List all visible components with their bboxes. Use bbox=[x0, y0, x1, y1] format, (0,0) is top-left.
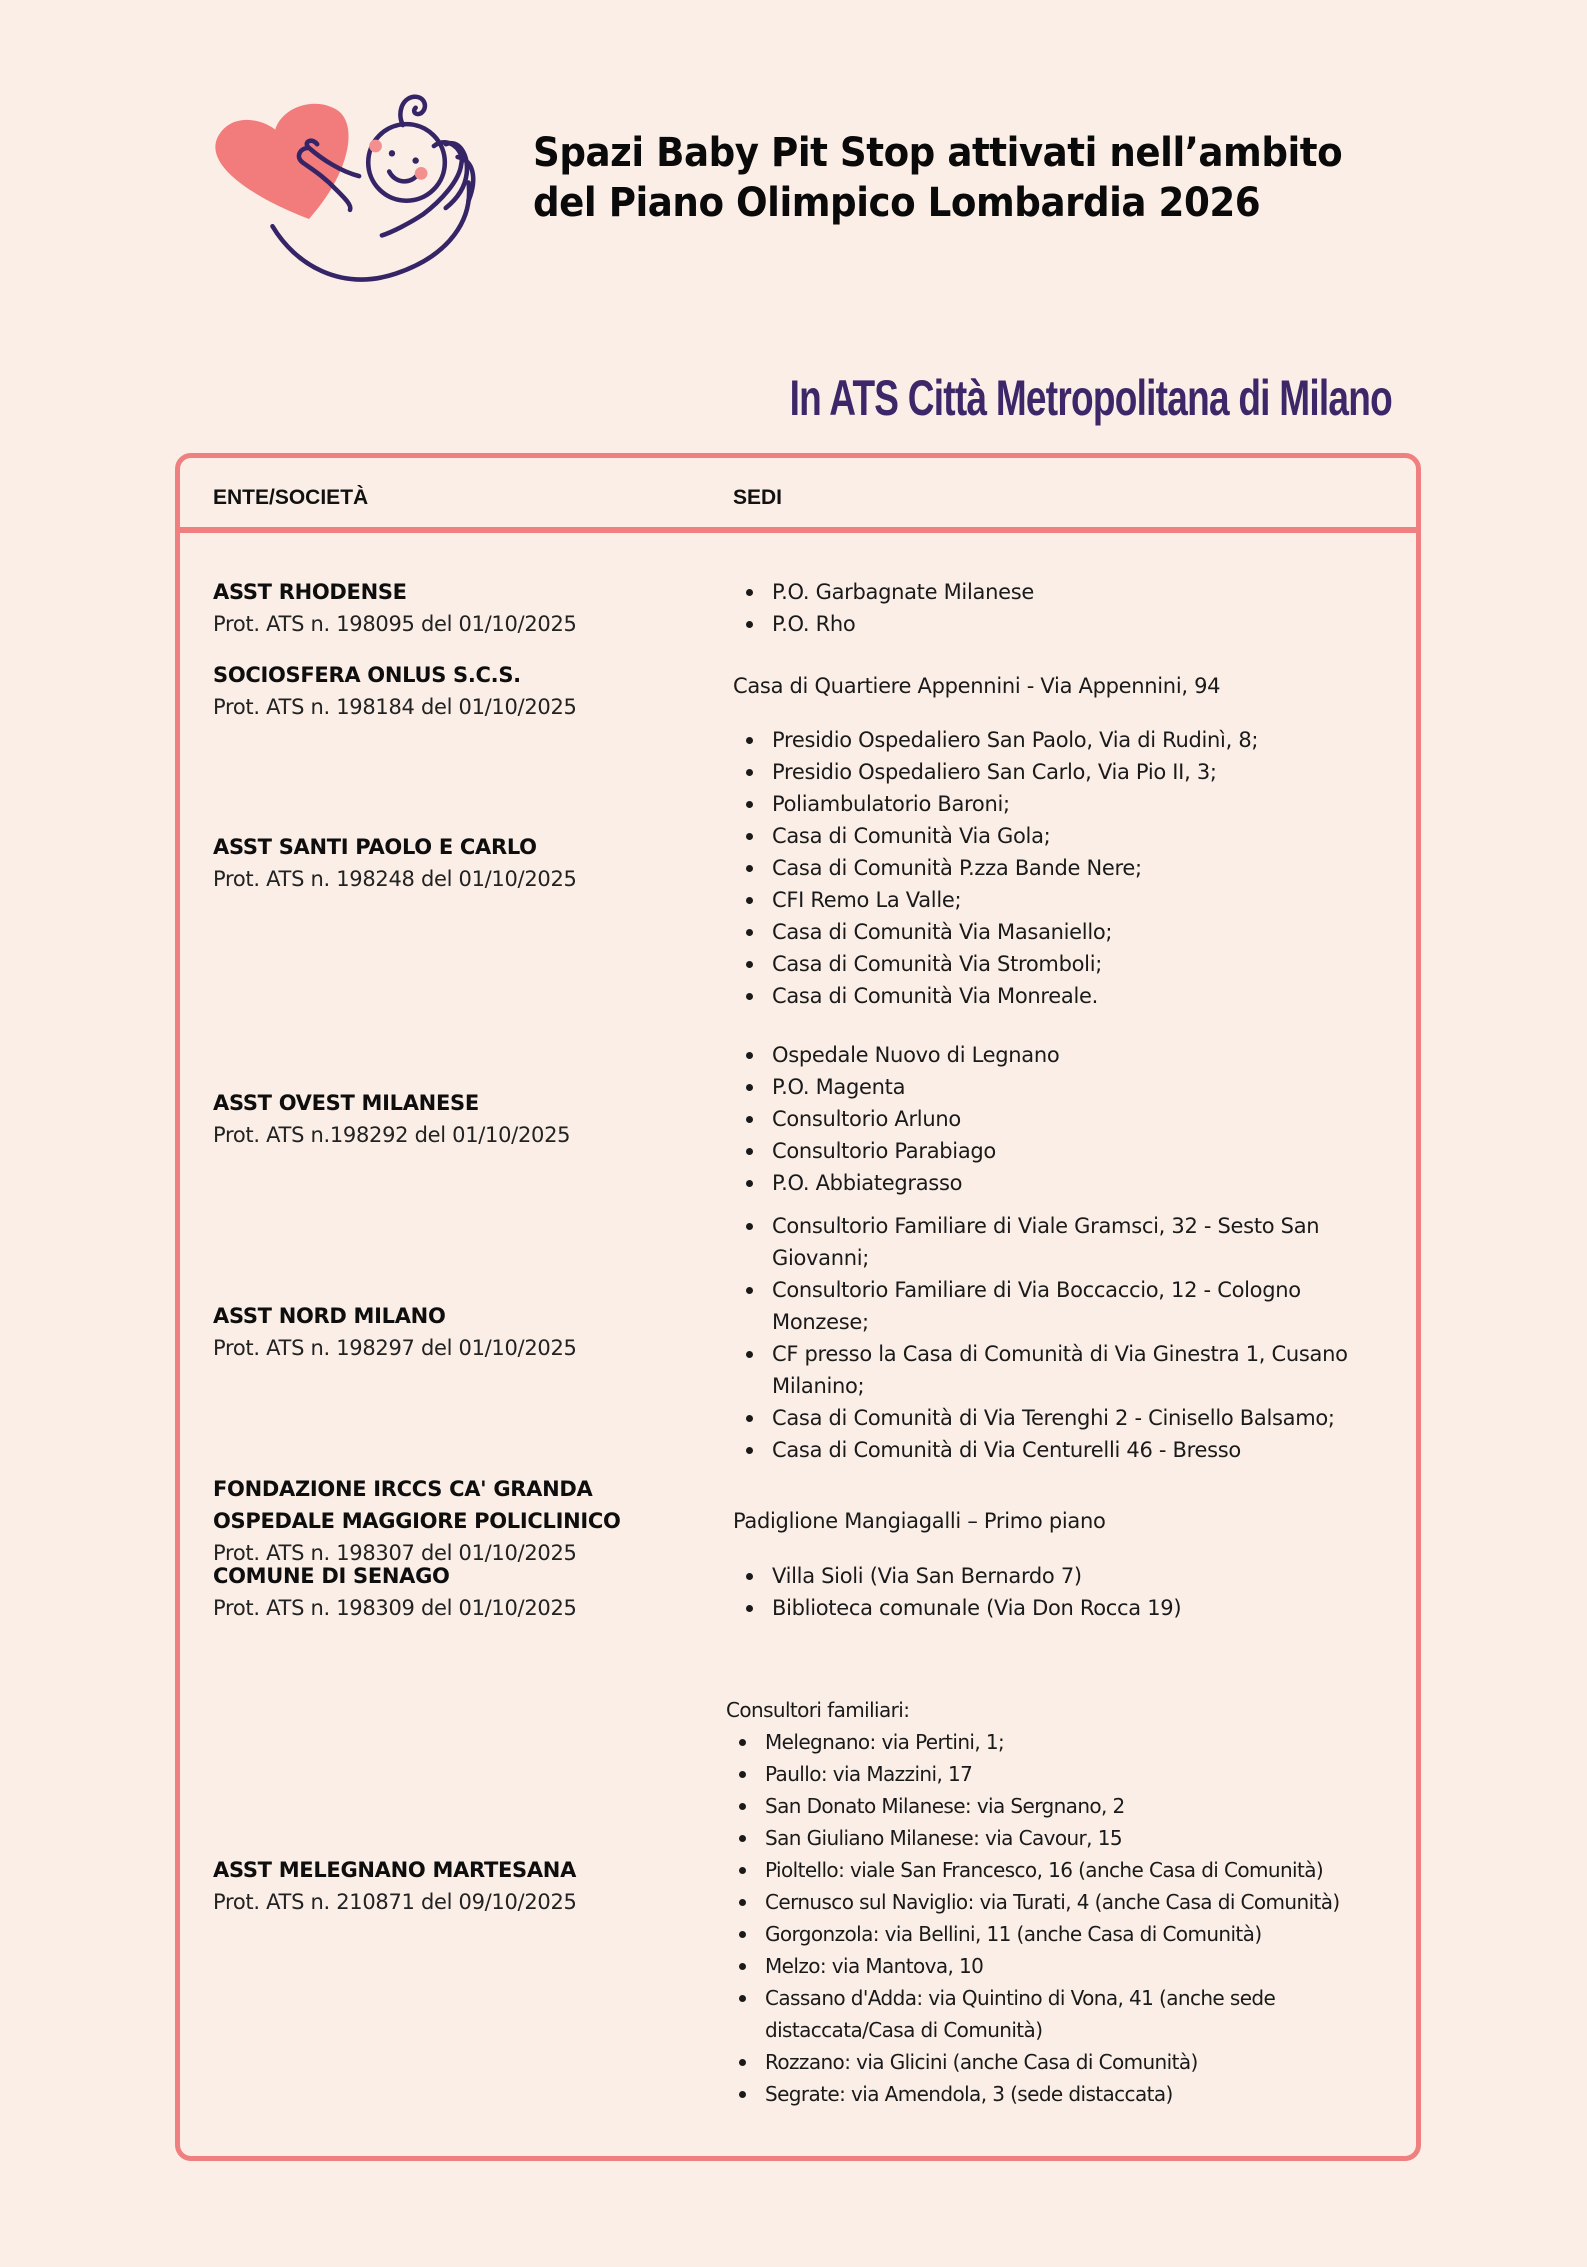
sede-item: Pioltello: viale San Francesco, 16 (anche Casa di Comunità) bbox=[765, 1854, 1346, 1886]
sede-item: Casa di Comunità P.zza Bande Nere; bbox=[772, 852, 1403, 884]
sedi-cell bbox=[733, 576, 1403, 640]
ente-cell bbox=[213, 1087, 653, 1151]
ente-name: ASST SANTI PAOLO E CARLO bbox=[213, 835, 537, 859]
ente-protocol: Prot. ATS n. 198307 del 01/10/2025 bbox=[213, 1541, 577, 1565]
ente-protocol: Prot. ATS n. 198184 del 01/10/2025 bbox=[213, 695, 577, 719]
ente-protocol: Prot. ATS n. 198248 del 01/10/2025 bbox=[213, 867, 577, 891]
sede-item: Presidio Ospedaliero San Paolo, Via di Rudinì, 8; bbox=[772, 724, 1403, 756]
ente-cell bbox=[213, 1854, 653, 1918]
sede-item: Melzo: via Mantova, 10 bbox=[765, 1950, 1346, 1982]
ente-protocol: Prot. ATS n. 198095 del 01/10/2025 bbox=[213, 612, 577, 636]
sedi-cell bbox=[733, 724, 1403, 1012]
sede-item: Consultorio Parabiago bbox=[772, 1135, 1403, 1167]
sede-item: Ospedale Nuovo di Legnano bbox=[772, 1039, 1403, 1071]
ente-protocol: Prot. ATS n. 198297 del 01/10/2025 bbox=[213, 1336, 577, 1360]
ente-cell bbox=[213, 1300, 653, 1364]
sede-item: Gorgonzola: via Bellini, 11 (anche Casa di Comunità) bbox=[765, 1918, 1346, 1950]
sede-item: P.O. Abbiategrasso bbox=[772, 1167, 1403, 1199]
sede-item: P.O. Garbagnate Milanese bbox=[772, 576, 1403, 608]
sede-item: Casa di Comunità Via Stromboli; bbox=[772, 948, 1403, 980]
sede-item: San Giuliano Milanese: via Cavour, 15 bbox=[765, 1822, 1346, 1854]
sede-item: Casa di Comunità Via Gola; bbox=[772, 820, 1403, 852]
sede-item: Paullo: via Mazzini, 17 bbox=[765, 1758, 1346, 1790]
sede-item: P.O. Magenta bbox=[772, 1071, 1403, 1103]
sede-item: Presidio Ospedaliero San Carlo, Via Pio II, 3; bbox=[772, 756, 1403, 788]
sede-item: Casa di Comunità Via Masaniello; bbox=[772, 916, 1403, 948]
sedi-intro: Consultori familiari: bbox=[726, 1698, 910, 1722]
title-line-1: Spazi Baby Pit Stop attivati nell’ambito bbox=[533, 130, 1343, 176]
sede-item: Poliambulatorio Baroni; bbox=[772, 788, 1403, 820]
sedi-cell bbox=[733, 1560, 1403, 1624]
sites-table bbox=[175, 453, 1421, 2161]
ente-protocol: Prot. ATS n.198292 del 01/10/2025 bbox=[213, 1123, 571, 1147]
ente-cell bbox=[213, 1473, 653, 1569]
sedi-cell bbox=[726, 1694, 1406, 2110]
sede-item: P.O. Rho bbox=[772, 608, 1403, 640]
sede-item: Consultorio Familiare di Viale Gramsci, 32 - Sesto San Giovanni; bbox=[772, 1210, 1363, 1274]
sede-text: Casa di Quartiere Appennini - Via Appennini, 94 bbox=[733, 674, 1221, 698]
sede-item: Consultorio Familiare di Via Boccaccio, 12 - Cologno Monzese; bbox=[772, 1274, 1363, 1338]
baby-hugging-heart-icon bbox=[195, 70, 505, 295]
ente-protocol: Prot. ATS n. 198309 del 01/10/2025 bbox=[213, 1596, 577, 1620]
ente-name: ASST RHODENSE bbox=[213, 580, 407, 604]
ente-cell bbox=[213, 1560, 653, 1624]
ente-name: COMUNE DI SENAGO bbox=[213, 1564, 450, 1588]
sede-item: Casa di Comunità di Via Centurelli 46 - Bresso bbox=[772, 1434, 1363, 1466]
ente-name: ASST NORD MILANO bbox=[213, 1304, 446, 1328]
sede-item: San Donato Milanese: via Sergnano, 2 bbox=[765, 1790, 1346, 1822]
ente-cell bbox=[213, 576, 653, 640]
sede-item: Segrate: via Amendola, 3 (sede distaccata) bbox=[765, 2078, 1346, 2110]
sede-item: Biblioteca comunale (Via Don Rocca 19) bbox=[772, 1592, 1403, 1624]
sede-item: Melegnano: via Pertini, 1; bbox=[765, 1726, 1346, 1758]
ente-name: ASST OVEST MILANESE bbox=[213, 1091, 479, 1115]
sede-item: Consultorio Arluno bbox=[772, 1103, 1403, 1135]
column-header-ente: ENTE/SOCIETÀ bbox=[213, 486, 369, 509]
sede-item: Villa Sioli (Via San Bernardo 7) bbox=[772, 1560, 1403, 1592]
section-subtitle: In ATS Città Metropolitana di Milano bbox=[789, 370, 1392, 426]
sede-text: Padiglione Mangiagalli – Primo piano bbox=[733, 1509, 1106, 1533]
ente-protocol: Prot. ATS n. 210871 del 09/10/2025 bbox=[213, 1890, 577, 1914]
ente-name: SOCIOSFERA ONLUS S.C.S. bbox=[213, 663, 521, 687]
ente-name: ASST MELEGNANO MARTESANA bbox=[213, 1858, 577, 1882]
sedi-cell bbox=[733, 1210, 1403, 1466]
sedi-cell bbox=[733, 670, 1403, 702]
column-header-sedi: SEDI bbox=[733, 486, 783, 509]
ente-name-line-2: OSPEDALE MAGGIORE POLICLINICO bbox=[213, 1509, 621, 1533]
ente-cell bbox=[213, 659, 653, 723]
sedi-cell bbox=[733, 1039, 1403, 1199]
ente-name-line-1: FONDAZIONE IRCCS CA' GRANDA bbox=[213, 1477, 593, 1501]
sede-item: Rozzano: via Glicini (anche Casa di Comunità) bbox=[765, 2046, 1346, 2078]
table-header bbox=[180, 458, 1416, 533]
page-title bbox=[533, 128, 1370, 228]
sede-item: CFI Remo La Valle; bbox=[772, 884, 1403, 916]
sede-item: Casa di Comunità Via Monreale. bbox=[772, 980, 1403, 1012]
sede-item: Cassano d'Adda: via Quintino di Vona, 41 (anche sede distaccata/Casa di Comunità) bbox=[765, 1982, 1346, 2046]
title-line-2: del Piano Olimpico Lombardia 2026 bbox=[533, 180, 1261, 226]
sede-item: Casa di Comunità di Via Terenghi 2 - Cinisello Balsamo; bbox=[772, 1402, 1363, 1434]
ente-cell bbox=[213, 831, 653, 895]
sede-item: CF presso la Casa di Comunità di Via Ginestra 1, Cusano Milanino; bbox=[772, 1338, 1363, 1402]
sede-item: Cernusco sul Naviglio: via Turati, 4 (anche Casa di Comunità) bbox=[765, 1886, 1346, 1918]
sedi-cell bbox=[733, 1505, 1403, 1537]
